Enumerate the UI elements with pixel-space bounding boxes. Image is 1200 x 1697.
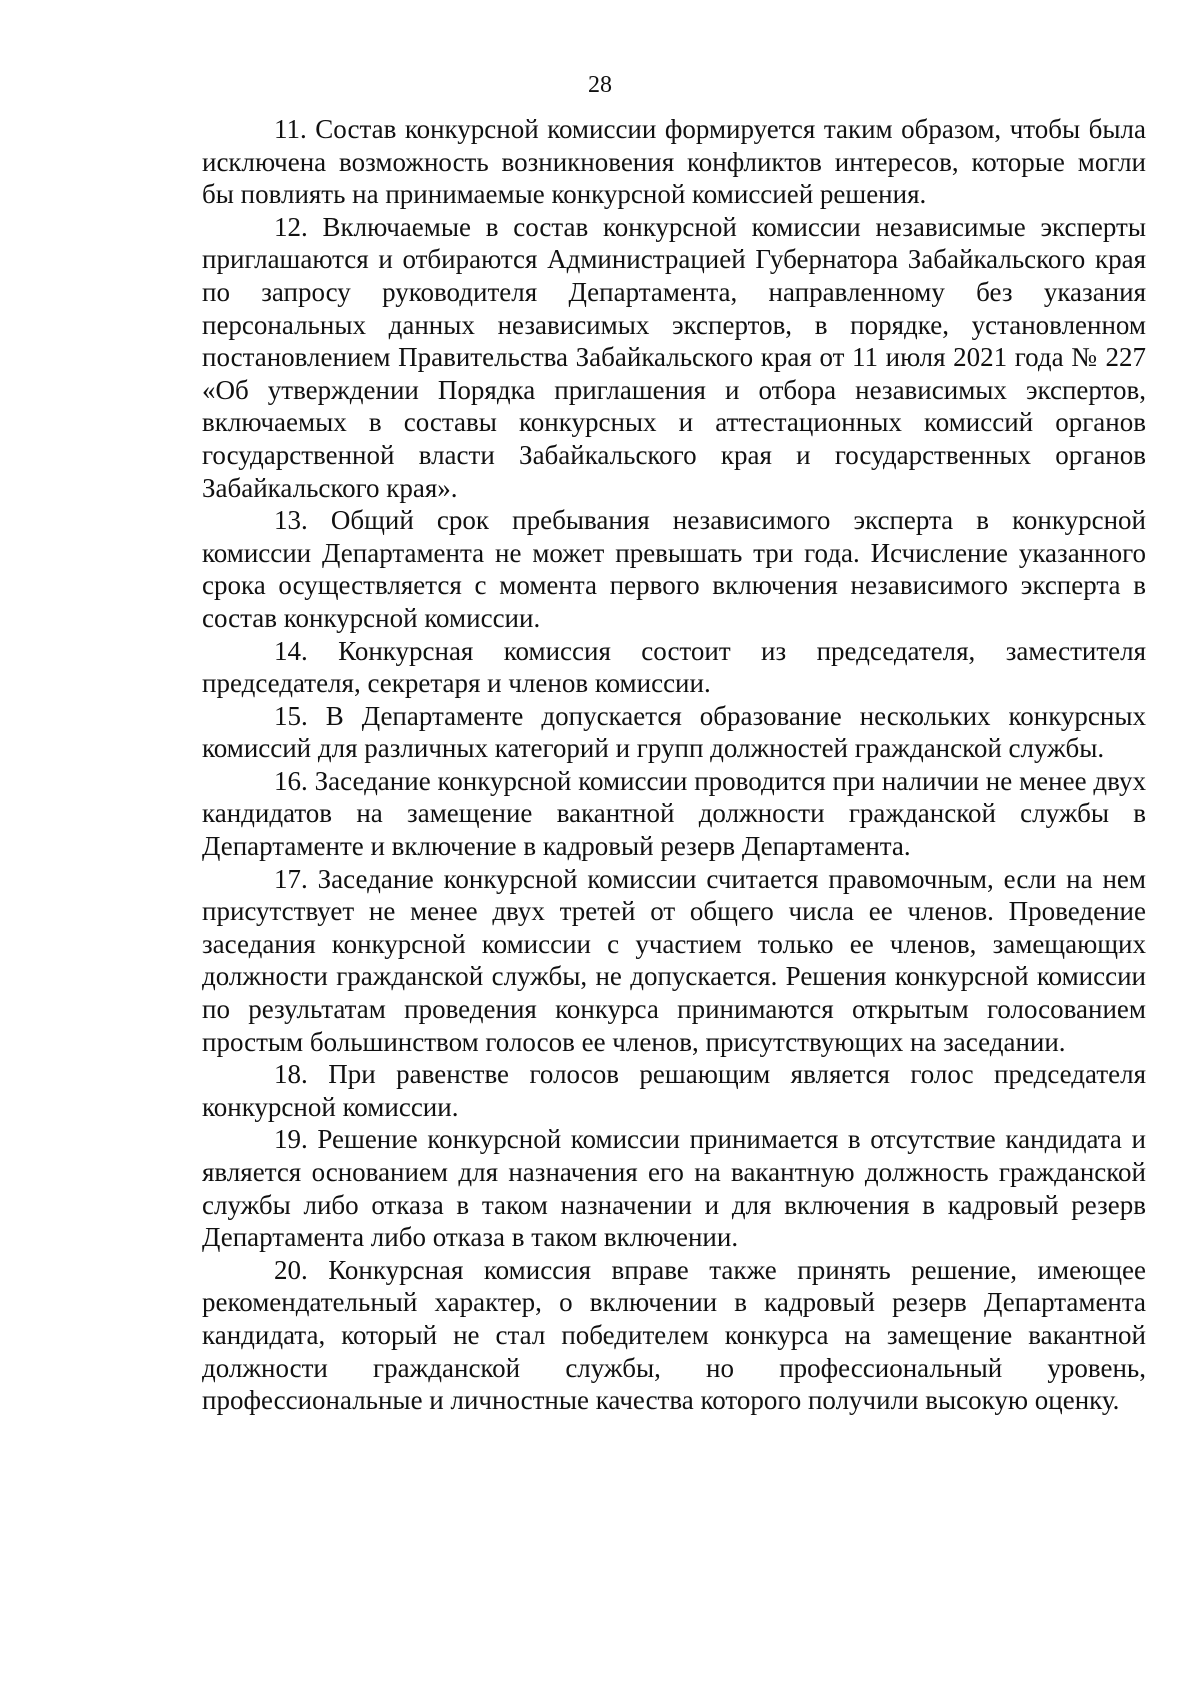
paragraph-11: 11. Состав конкурсной комиссии формируется таким образом, чтобы была исключена возможность возникновения конфликтов интересов, которые могли бы повлиять на принимаемые конкурсной комиссией решения. <box>202 114 1146 210</box>
paragraph-16: 16. Заседание конкурсной комиссии проводится при наличии не менее двух кандидатов на замещение вакантной должности гражданской службы в Департаменте и включение в кадровый резерв Департамента. <box>202 765 1146 862</box>
paragraph-19: 19. Решение конкурсной комиссии принимается в отсутствие кандидата и является основанием для назначения его на вакантную должность гражданской службы либо отказа в таком назначении и для включения в кадровый резерв Департамента либо отказа в таком включении. <box>202 1124 1146 1253</box>
document-body <box>202 113 1146 1417</box>
paragraph-14: 14. Конкурсная комиссия состоит из председателя, заместителя председателя, секретаря и членов комиссии. <box>202 635 1146 699</box>
page-number: 28 <box>588 72 612 98</box>
paragraph-20: 20. Конкурсная комиссия вправе также принять решение, имеющее рекомендательный характер, о включении в кадровый резерв Департамента кандидата, который не стал победителем конкурса на замещение вакантной должности гражданской службы, но профессиональный уровень, профессиональные и личностные качества которого получили высокую оценку. <box>202 1254 1146 1416</box>
paragraph-12: 12. Включаемые в состав конкурсной комиссии независимые эксперты приглашаются и отбираются Администрацией Губернатора Забайкальского края по запросу руководителя Департамента, направленному без указания персональных данных независимых экспертов, в порядке, установленном постановлением Правительства Забайкальского края от 11 июля 2021 года № 227 «Об утверждении Порядка приглашения и отбора независимых экспертов, включаемых в составы конкурсных и аттестационных комиссий органов государственной власти Забайкальского края и государственных органов Забайкальского края». <box>202 211 1146 503</box>
paragraph-15: 15. В Департаменте допускается образование нескольких конкурсных комиссий для различных категорий и групп должностей гражданской службы. <box>202 700 1146 764</box>
paragraph-17: 17. Заседание конкурсной комиссии считается правомочным, если на нем присутствует не менее двух третей от общего числа ее членов. Проведение заседания конкурсной комиссии с участием только ее членов, замещающих должности гражданской службы, не допускается. Решения конкурсной комиссии по результатам проведения конкурса принимаются открытым голосованием простым большинством голосов ее членов, присутствующих на заседании. <box>202 863 1146 1057</box>
paragraph-13: 13. Общий срок пребывания независимого эксперта в конкурсной комиссии Департамента не может превышать три года. Исчисление указанного срока осуществляется с момента первого включения независимого эксперта в состав конкурсной комиссии. <box>202 505 1146 633</box>
paragraph-18: 18. При равенстве голосов решающим является голос председателя конкурсной комиссии. <box>202 1059 1146 1122</box>
